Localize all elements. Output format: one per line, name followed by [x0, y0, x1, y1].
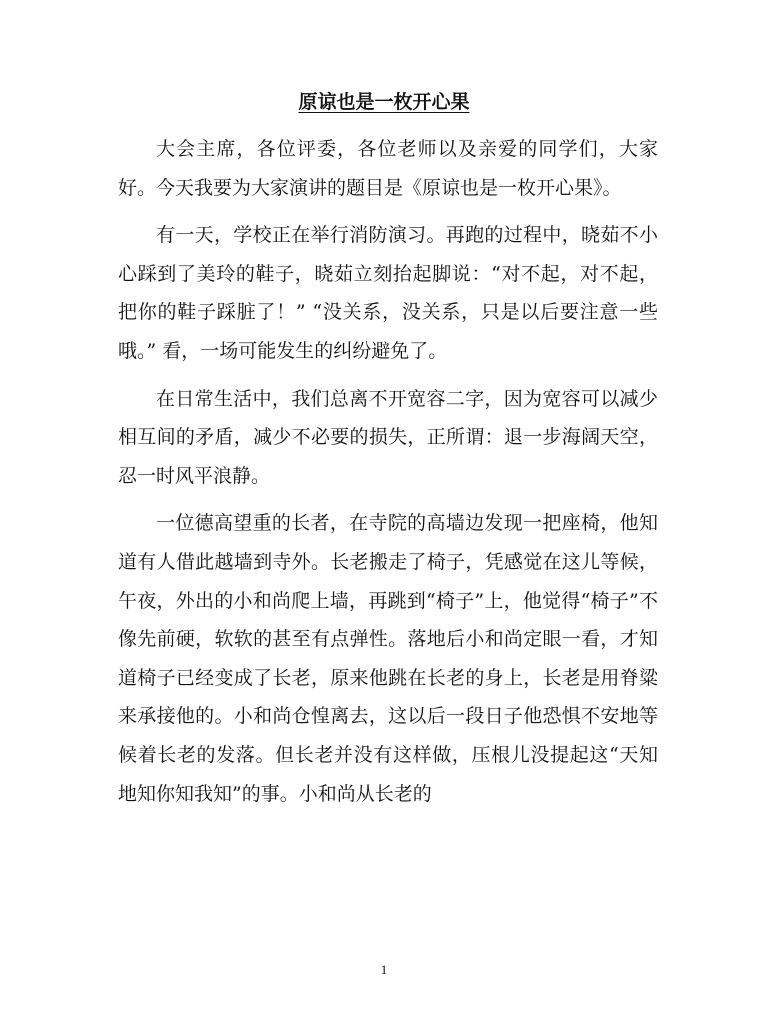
document-title: 原谅也是一枚开心果 [298, 91, 470, 113]
paragraph-story-fire-drill: 有一天，学校正在举行消防演习。再跑的过程中，晓茹不小心踩到了美玲的鞋子，晓茹立刻抬起脚说：“对不起，对不起，把你的鞋子踩脏了！” “没关系，没关系，只是以后要注意一些哦。” 看，一场可能发生的纠纷避免了。 [118, 224, 658, 362]
document-body [118, 130, 658, 822]
paragraph-tolerance: 在日常生活中，我们总离不开宽容二字，因为宽容可以减少相互间的矛盾，减少不必要的损失，正所谓：退一步海阔天空，忍一时风平浪静。 [118, 387, 658, 487]
paragraph-elder-story: 一位德高望重的长者，在寺院的高墙边发现一把座椅，他知道有人借此越墙到寺外。长老搬走了椅子，凭感觉在这儿等候，午夜，外出的小和尚爬上墙，再跳到“椅子”上，他觉得“椅子”不像先前硬，软软的甚至有点弹性。落地后小和尚定眼一看，才知道椅子已经变成了长老，原来他跳在长老的身上，长老是用脊粱来承接他的。小和尚仓惶离去，这以后一段日子他恐惧不安地等候着长老的发落。但长老并没有这样做，压根儿没提起这“天知地知你知我知”的事。小和尚从长老的 [118, 512, 658, 805]
paragraph-greeting: 大会主席，各位评委，各位老师以及亲爱的同学们，大家好。今天我要为大家演讲的题目是《原谅也是一枚开心果》。 [118, 138, 658, 199]
page-number: 1 [380, 962, 388, 977]
